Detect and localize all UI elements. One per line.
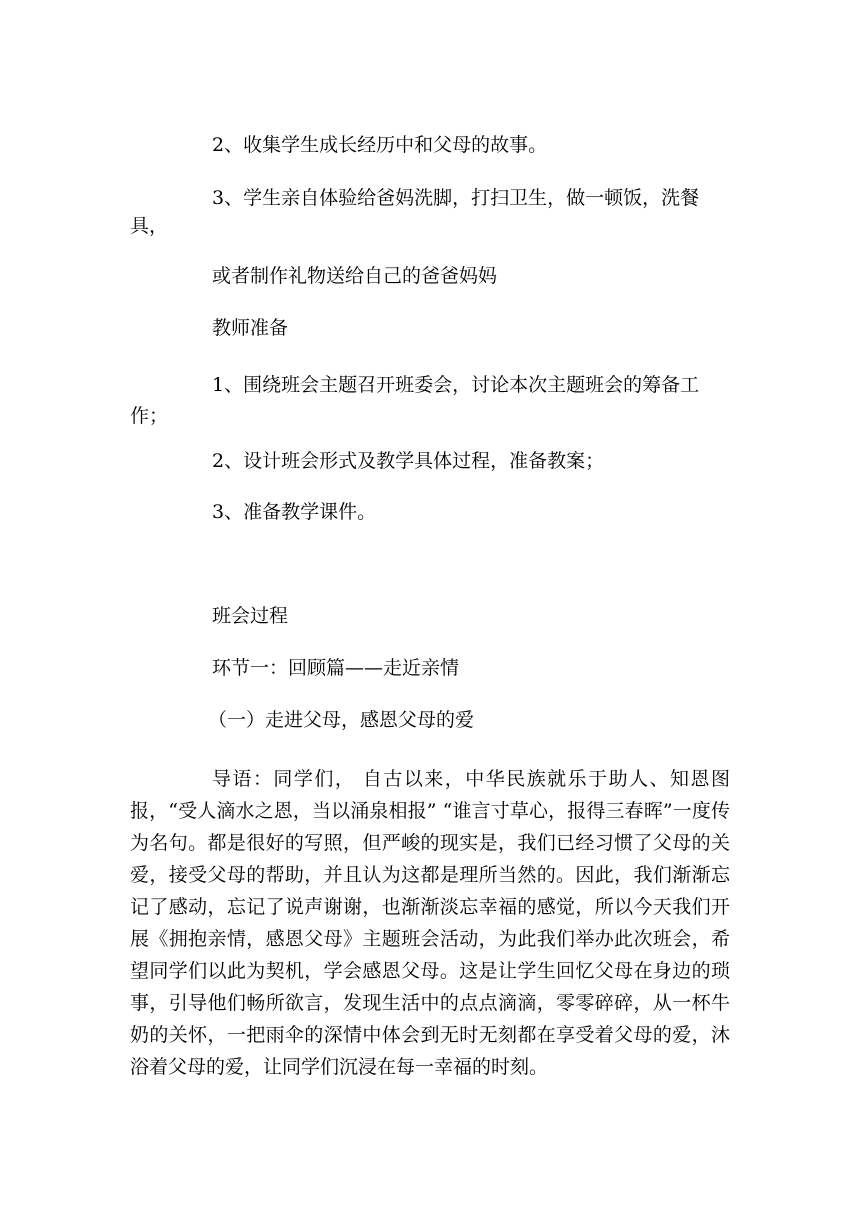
- subsection-one-heading: （一）走进父母，感恩父母的爱: [208, 709, 475, 731]
- teacher-prep-item-3: 3、准备教学课件。: [212, 501, 377, 523]
- student-prep-item-3: 3、学生亲自体验给爸妈洗脚，打扫卫生，做一顿饭，洗餐具，: [130, 187, 700, 237]
- teacher-prep-item-2: 2、设计班会形式及教学具体过程，准备教案；: [212, 450, 605, 472]
- student-prep-item-3-continued: 或者制作礼物送给自己的爸爸妈妈: [212, 265, 498, 287]
- process-heading: 班会过程: [212, 605, 289, 627]
- teacher-prep-item-1: 1、围绕班会主题召开班委会，讨论本次主题班会的筹备工作；: [130, 374, 700, 427]
- intro-paragraph: 导语：同学们， 自古以来，中华民族就乐于助人、知恩图报，“受人滴水之恩，当以涌泉相报” “谁言寸草心，报得三春晖”一度传为名句。都是很好的写照，但严峻的现实是，我们已经习惯了父母的关爱，接受父母的帮助，并且认为这都是理所当然的。因此，我们渐渐忘记了感动，忘记了说声谢谢，也渐渐淡忘幸福的感觉，所以今天我们开展《拥抱亲情，感恩父母》主题班会活动，为此我们举办此次班会，希望同学们以此为契机，学会感恩父母。这是让学生回忆父母在身边的琐事，引导他们畅所欲言，发现生活中的点点滴滴，零零碎碎，从一杯牛奶的关怀，一把雨伞的深情中体会到无时无刻都在享受着父母的爱，沐浴着父母的爱，让同学们沉浸在每一幸福的时刻。: [130, 768, 730, 1078]
- section-one-heading: 环节一：回顾篇——走近亲情: [212, 657, 460, 679]
- student-prep-item-2: 2、收集学生成长经历中和父母的故事。: [212, 134, 548, 156]
- teacher-prep-heading: 教师准备: [212, 317, 289, 339]
